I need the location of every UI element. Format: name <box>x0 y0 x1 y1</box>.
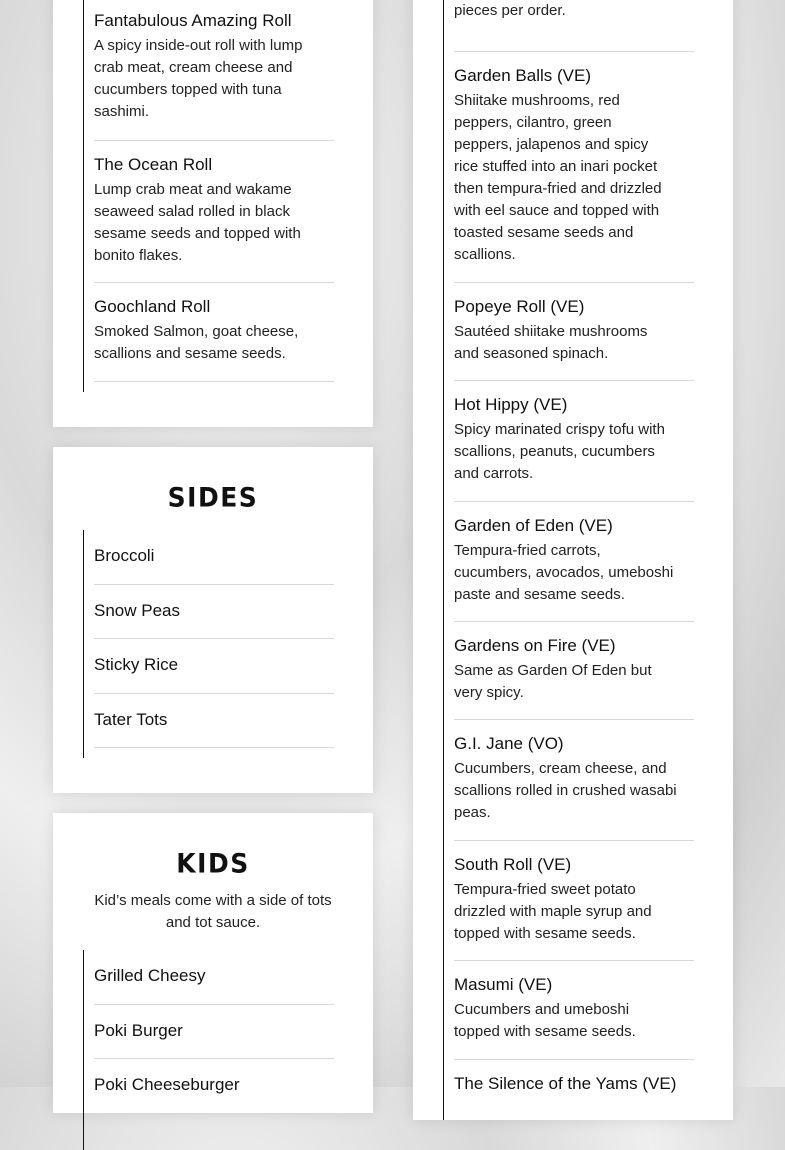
rolls-card <box>53 0 373 427</box>
menu-item-name: Broccoli <box>94 546 155 565</box>
menu-item-name: Garden Balls (VE) <box>454 66 591 85</box>
menu-item <box>454 52 694 283</box>
menu-item-name: Sticky Rice <box>94 655 179 674</box>
list-item <box>94 694 334 749</box>
menu-item-description: Shiitake mushrooms, red peppers, cilantro, green peppers, jalapenos and spicy rice stuffed into an inari pocket then tempura-fried and drizzled with eel sauce and topped with toasted sesame seeds and scallions. <box>454 92 662 263</box>
kids-card <box>53 813 373 1113</box>
menu-item <box>454 961 694 1060</box>
menu-item-description: Sautéed shiitake mushrooms and seasoned spinach. <box>454 323 648 362</box>
menu-item-name: Tater Tots <box>94 709 168 729</box>
menu-item <box>94 283 334 382</box>
menu-item-name: Hot Hippy (VE) <box>454 395 568 414</box>
menu-item-description: pieces per order. <box>454 2 566 19</box>
menu-item <box>94 0 334 141</box>
menu-item-description: Lump crab meat and wakame seaweed salad rolled in black sesame seeds and topped with bonito flakes. <box>94 181 301 264</box>
list-item <box>94 1059 334 1114</box>
menu-item-description: Tempura-fried carrots, cucumbers, avocados, umeboshi paste and sesame seeds. <box>454 542 674 603</box>
menu-item-description: Tempura-fried sweet potato drizzled with maple syrup and topped with sesame seeds. <box>454 881 652 942</box>
menu-item-name: Grilled Cheesy <box>94 966 206 985</box>
section-note: Kid’s meals come with a side of tots and tot sauce. <box>94 892 332 931</box>
list-item <box>94 639 334 694</box>
section-title: SIDES <box>167 482 259 513</box>
menu-item-description: Cucumbers and umeboshi topped with sesame seeds. <box>454 1001 636 1040</box>
menu-item-name: G.I. Jane (VO) <box>454 734 564 753</box>
menu-item-description: A spicy inside-out roll with lump crab meat, cream cheese and cucumbers topped with tuna sashimi. <box>94 37 303 120</box>
menu-item <box>454 841 694 961</box>
menu-item <box>454 622 694 720</box>
menu-item <box>454 1060 694 1120</box>
menu-item-name: South Roll (VE) <box>454 855 572 874</box>
menu-item-name: Fantabulous Amazing Roll <box>94 11 292 30</box>
menu-item-name: Poki Burger <box>94 1020 183 1040</box>
menu-item-description: Smoked Salmon, goat cheese, scallions and sesame seeds. <box>94 323 299 362</box>
menu-item <box>454 381 694 502</box>
sides-card <box>53 447 373 793</box>
menu-item-description: Cucumbers, cream cheese, and scallions rolled in crushed wasabi peas. <box>454 760 677 821</box>
menu-item <box>454 720 694 841</box>
menu-item-name: Garden of Eden (VE) <box>454 516 613 535</box>
menu-item-name: Masumi (VE) <box>454 975 553 994</box>
menu-item-description: Spicy marinated crispy tofu with scallions, peanuts, cucumbers and carrots. <box>454 421 665 482</box>
menu-item-name: Poki Cheeseburger <box>94 1075 240 1094</box>
menu-item-name: Goochland Roll <box>94 297 211 316</box>
list-item <box>94 585 334 640</box>
menu-item-name: Snow Peas <box>94 600 180 620</box>
menu-item-name: The Silence of the Yams (VE) <box>454 1074 677 1093</box>
menu-item-name: Gardens on Fire (VE) <box>454 636 616 655</box>
veggie-rolls-card <box>413 0 733 1120</box>
menu-item <box>454 0 694 52</box>
list-item <box>94 1005 334 1060</box>
menu-item-name: The Ocean Roll <box>94 155 213 174</box>
rolls-list <box>83 0 334 392</box>
menu-item <box>454 283 694 381</box>
menu-item <box>94 141 334 283</box>
section-title: KIDS <box>176 848 250 879</box>
list-item <box>94 530 334 585</box>
list-item <box>94 950 334 1005</box>
menu-item <box>454 502 694 622</box>
veggie-rolls-list <box>443 0 694 1120</box>
sides-list <box>83 530 334 758</box>
menu-item-description: Same as Garden Of Eden but very spicy. <box>454 662 652 701</box>
kids-list <box>83 950 334 1150</box>
menu-item-name: Popeye Roll (VE) <box>454 297 585 316</box>
